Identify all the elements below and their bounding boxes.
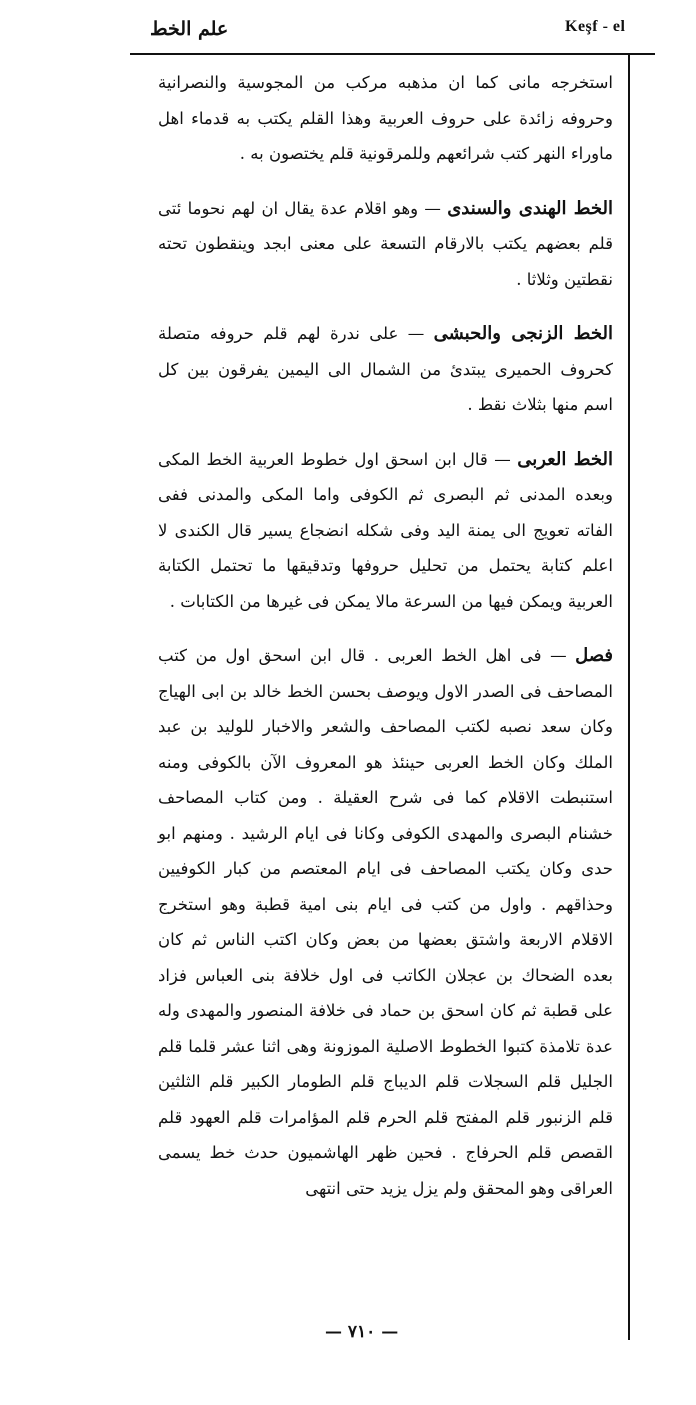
- paragraph-section-calligraphers: [158, 638, 613, 1206]
- page-number: — ٧١٠ —: [325, 1322, 399, 1342]
- page-body: [158, 65, 613, 1225]
- paragraph-text: — على ندرة لهم قلم حروفه متصلة كحروف الحميرى يبتدئ من الشمال الى اليمين يفرقون بين كل اسم منها بثلاث نقط .: [158, 324, 613, 414]
- header-rule: [130, 53, 655, 55]
- paragraph-text: — فى اهل الخط العربى . قال ابن اسحق اول من كتب المصاحف فى الصدر الاول ويوصف بحسن الخط خالد بن ابى الهياج وكان سعد نصبه لكتب المصاحف والشعر والاخبار للوليد بن عبد الملك وكان الخط العربى حينئذ هو المعروف الآن بالكوفى ومنه استنبطت الاقلام كما فى شرح العقيلة . ومن كتاب المصاحف خشنام البصرى والمهدى الكوفى وكانا فى ايام الرشيد . ومنهم ابو حدى وكان يكتب المصاحف فى ايام المعتصم من كبار الكوفيين وحذاقهم . واول من كتب فى ايام بنى امية قطبة وهو استخرج الاقلام الاربعة واشتق بعضها من بعض وكان اكتب الناس ثم كان بعده الضحاك بن عجلان الكاتب فى اول خلافة بنى العباس فزاد على قطبة ثم كان اسحق بن حماد فى خلافة المنصور والمهدى وله عدة تلامذة كتبوا الخطوط الاصلية الموزونة وهى اثنا عشر قلما قلم الجليل قلم السجلات قلم الديباج قلم الطومار الكبير قلم الثلثين قلم الزنبور قلم المفتح قلم الحرم قلم المؤامرات قلم العهود قلم القصص قلم الحرفاج . فحين ظهر الهاشميون حدث خط يسمى العراقى وهو المحقق ولم يزل يزيد حتى انتهى: [158, 646, 613, 1198]
- paragraph-text: استخرجه مانى كما ان مذهبه مركب من المجوسية والنصرانية وحروفه زائدة على حروف العربية وهذا القلم يكتب به قدماء اهل ماوراء النهر كتب شرائعهم وللمرقونية قلم يختصون به .: [158, 73, 613, 163]
- paragraph-manichaean-script: [158, 65, 613, 172]
- running-header-latin: Keşf - el: [565, 18, 626, 35]
- paragraph-heading: الخط الهندى والسندى: [447, 197, 613, 219]
- paragraph-heading: الخط العربى: [517, 448, 613, 470]
- paragraph-text: — وهو اقلام عدة يقال ان لهم نحوما ئتى قلم بعضهم يكتب بالارقام التسعة على معنى ابجد وينقطون تحته نقطتين وثلاثا .: [158, 198, 613, 289]
- paragraph-zanj-script: [158, 316, 613, 423]
- running-header-arabic: علم الخط: [150, 18, 229, 40]
- paragraph-arabic-script: [158, 442, 613, 620]
- paragraph-heading: فصل: [575, 645, 613, 666]
- paragraph-indian-script: [158, 191, 613, 298]
- paragraph-heading: الخط الزنجى والحبشى: [433, 323, 613, 344]
- margin-rule: [628, 55, 630, 1340]
- paragraph-text: — قال ابن اسحق اول خطوط العربية الخط المكى وبعده المدنى ثم البصرى ثم الكوفى واما المكى والمدنى ففى الفاته تعويج الى يمنة اليد وفى شكله انضجاع يسير قال الكندى لا اعلم كتابة يحتمل من تحليل حروفها وتدقيقها ما تحتمل الكتابة العربية ويمكن فيها من السرعة مالا يمكن فى غيرها من الكتابات .: [158, 449, 613, 611]
